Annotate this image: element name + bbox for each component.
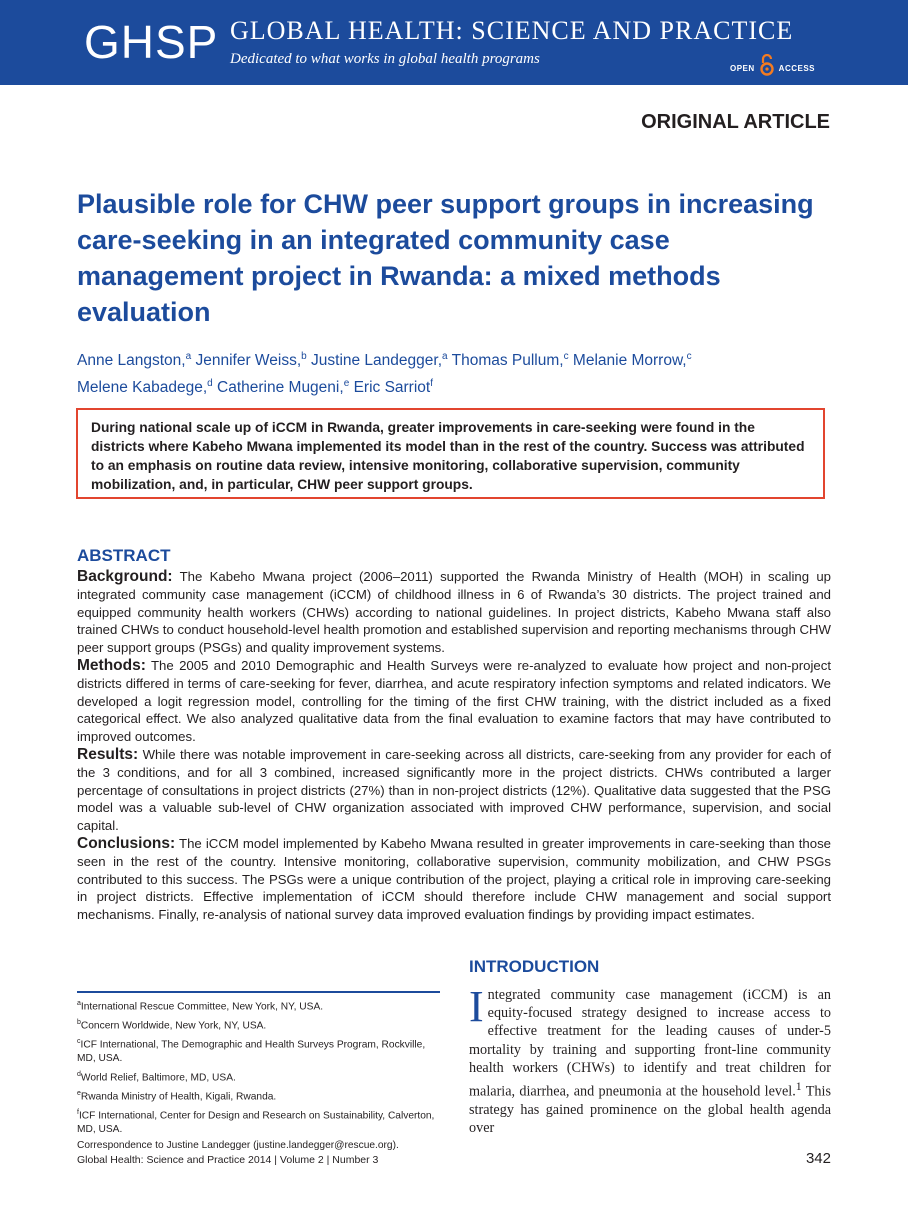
footnote-text: World Relief, Baltimore, MD, USA. xyxy=(80,1072,236,1084)
footnote xyxy=(77,997,441,1014)
abstract-section-label: Methods: xyxy=(77,656,146,674)
open-access-badge xyxy=(730,57,815,79)
footnote-text: Concern Worldwide, New York, NY, USA. xyxy=(80,1020,267,1032)
abstract-section xyxy=(77,835,831,924)
abstract-section xyxy=(77,657,831,746)
open-access-left: OPEN xyxy=(730,63,755,73)
author-name: Catherine Mugeni, xyxy=(217,379,344,397)
introduction-paragraph xyxy=(469,982,831,1137)
author xyxy=(195,352,306,369)
drop-cap: I xyxy=(469,982,484,1031)
author-list xyxy=(77,345,837,399)
abstract-section-label: Results: xyxy=(77,745,139,763)
abstract-body xyxy=(77,568,831,924)
footnote-text: ICF International, Center for Design and Research on Sustainability, Calverton, MD, USA. xyxy=(77,1110,435,1135)
footnote-text: ICF International, The Demographic and Health Surveys Program, Rockville, MD, USA. xyxy=(77,1039,426,1064)
footer-citation: Global Health: Science and Practice 2014 | Volume 2 | Number 3 xyxy=(77,1154,379,1166)
footnote-mark: b xyxy=(77,1019,81,1027)
abstract-section-text: While there was notable improvement in care-seeking across all districts, care-seeking from any provider for each of the 3 conditions, and for all 3 combined, increased significantly more in the project districts. CHWs contributed a larger percentage of consultations in project districts (27%) than in non-project districts (12%). Qualitative data suggested that the PSG model was a valuable sub-level of CHW organization associated with improved CHW performance, supervision, and social capital. xyxy=(77,746,831,834)
open-access-lock-icon xyxy=(759,54,775,76)
footnote xyxy=(77,1035,441,1065)
author-name: Melanie Morrow, xyxy=(572,352,687,370)
author xyxy=(573,352,692,369)
author-affiliation-mark: e xyxy=(343,378,350,390)
abstract-section-label: Conclusions: xyxy=(77,834,176,852)
article-title: Plausible role for CHW peer support groups in increasing care-seeking in an integrated community case management project in Rwanda: a mixed methods evaluation xyxy=(77,189,814,327)
abstract-section-text: The Kabeho Mwana project (2006–2011) supported the Rwanda Ministry of Health (MOH) in scaling up integrated community case management (iCCM) of childhood illness in 6 of Rwanda’s 30 districts. The project trained and equipped community health workers (CHWs) according to national guidelines. In project districts, Kabeho Mwana staff also trained CHWs to conduct household-level health promotion and established supervision and reporting mechanisms through CHW peer support groups (PSGs) and quality improvement systems. xyxy=(77,569,831,656)
affiliation-footnotes xyxy=(77,997,441,1154)
abstract-section-label: Background: xyxy=(77,568,173,585)
footnote-mark: d xyxy=(77,1070,81,1078)
footnote xyxy=(77,1139,441,1152)
journal-banner xyxy=(0,0,908,85)
key-summary-text: During national scale up of iCCM in Rwanda, greater improvements in care-seeking were found in the districts where Kabeho Mwana implemented its model than in the rest of the country. Success was attributed to an emphasis on routine data review, intensive monitoring, collaborative supervision, community mobilization, and, in particular, CHW peer support groups. xyxy=(91,420,805,492)
journal-logo: GHSP xyxy=(84,16,219,68)
key-summary-box xyxy=(76,408,825,499)
introduction-text: ntegrated community case management (iCCM) is an equity-focused strategy designed to increase access to effective treatment for the leading causes of under-5 mortality by training and supporting front-line community health workers (CHWs) to identify and treat children for malaria, diarrhea, and pneumonia at the household level. xyxy=(469,987,831,1100)
abstract-section xyxy=(77,568,831,657)
abstract-section-text: The 2005 and 2010 Demographic and Health Surveys were re-analyzed to evaluate how project and non-project districts differed in terms of care-seeking for fever, diarrhea, and acute respiratory infection symptoms and related indicators. We developed a logit regression model, controlling for the timing of the first CHW training, with the district included as a fixed categorical effect. We also analyzed qualitative data from the final evaluation to examine factors that may have contributed to improved outcomes. xyxy=(77,657,831,745)
author-name: Thomas Pullum, xyxy=(451,352,564,370)
footnote xyxy=(77,1087,441,1104)
author xyxy=(311,352,448,369)
introduction-text-continued: This strategy has gained prominence on the global health agenda over xyxy=(469,1083,831,1137)
footnote-divider xyxy=(77,991,440,993)
abstract-heading: ABSTRACT xyxy=(77,546,171,565)
author xyxy=(217,379,349,396)
page-number: 342 xyxy=(805,1150,831,1167)
abstract-section-text: The iCCM model implemented by Kabeho Mwana resulted in greater improvements in care-seeking than those seen in the rest of the country. Intensive monitoring, collaborative supervision, community mobilization, and CHW PSGs contributed to this success. The PSGs were a unique contribution of the project, playing a critical role in improving care-seeking in project districts. Effective implementation of iCCM should therefore include CHW management and social support mechanisms. Finally, re-analysis of national survey data improved evaluation findings by providing impact estimates. xyxy=(77,835,831,923)
author-name: Melene Kabadege, xyxy=(77,379,208,397)
author-name: Justine Landegger, xyxy=(311,352,443,370)
author xyxy=(77,379,213,396)
author-affiliation-mark: f xyxy=(430,378,433,390)
author-affiliation-mark: b xyxy=(301,351,307,362)
footnote-mark: e xyxy=(77,1089,81,1097)
author-affiliation-mark: c xyxy=(563,351,569,362)
reference-marker[interactable]: 1 xyxy=(795,1079,802,1094)
author-affiliation-mark: c xyxy=(686,351,692,362)
journal-tagline: Dedicated to what works in global health programs xyxy=(230,51,540,67)
author-affiliation-mark: a xyxy=(185,351,192,362)
footnote xyxy=(77,1106,441,1136)
author xyxy=(77,352,191,369)
author-name: Eric Sarriot xyxy=(353,379,431,397)
author-name: Anne Langston, xyxy=(77,352,186,370)
introduction-heading: INTRODUCTION xyxy=(469,957,600,976)
footnote-mark: c xyxy=(77,1038,81,1046)
footnote xyxy=(77,1068,441,1085)
footnote-mark: a xyxy=(77,1000,81,1007)
footnote-text: Correspondence to Justine Landegger (justine.landegger@rescue.org). xyxy=(77,1139,399,1151)
open-access-right: ACCESS xyxy=(778,63,816,73)
article-type: ORIGINAL ARTICLE xyxy=(641,111,830,133)
abstract-section xyxy=(77,746,831,835)
author-affiliation-mark: a xyxy=(442,351,448,362)
journal-title: GLOBAL HEALTH: SCIENCE AND PRACTICE xyxy=(230,16,794,45)
author xyxy=(452,352,569,369)
author-affiliation-mark: d xyxy=(207,378,213,390)
author xyxy=(354,379,433,396)
author-name: Jennifer Weiss, xyxy=(195,352,302,370)
footnote-mark: f xyxy=(77,1109,79,1117)
footnote-text: International Rescue Committee, New York, NY, USA. xyxy=(80,1001,324,1013)
introduction-body xyxy=(469,982,831,1137)
footnote-text: Rwanda Ministry of Health, Kigali, Rwanda. xyxy=(80,1091,277,1103)
footnote xyxy=(77,1016,441,1033)
